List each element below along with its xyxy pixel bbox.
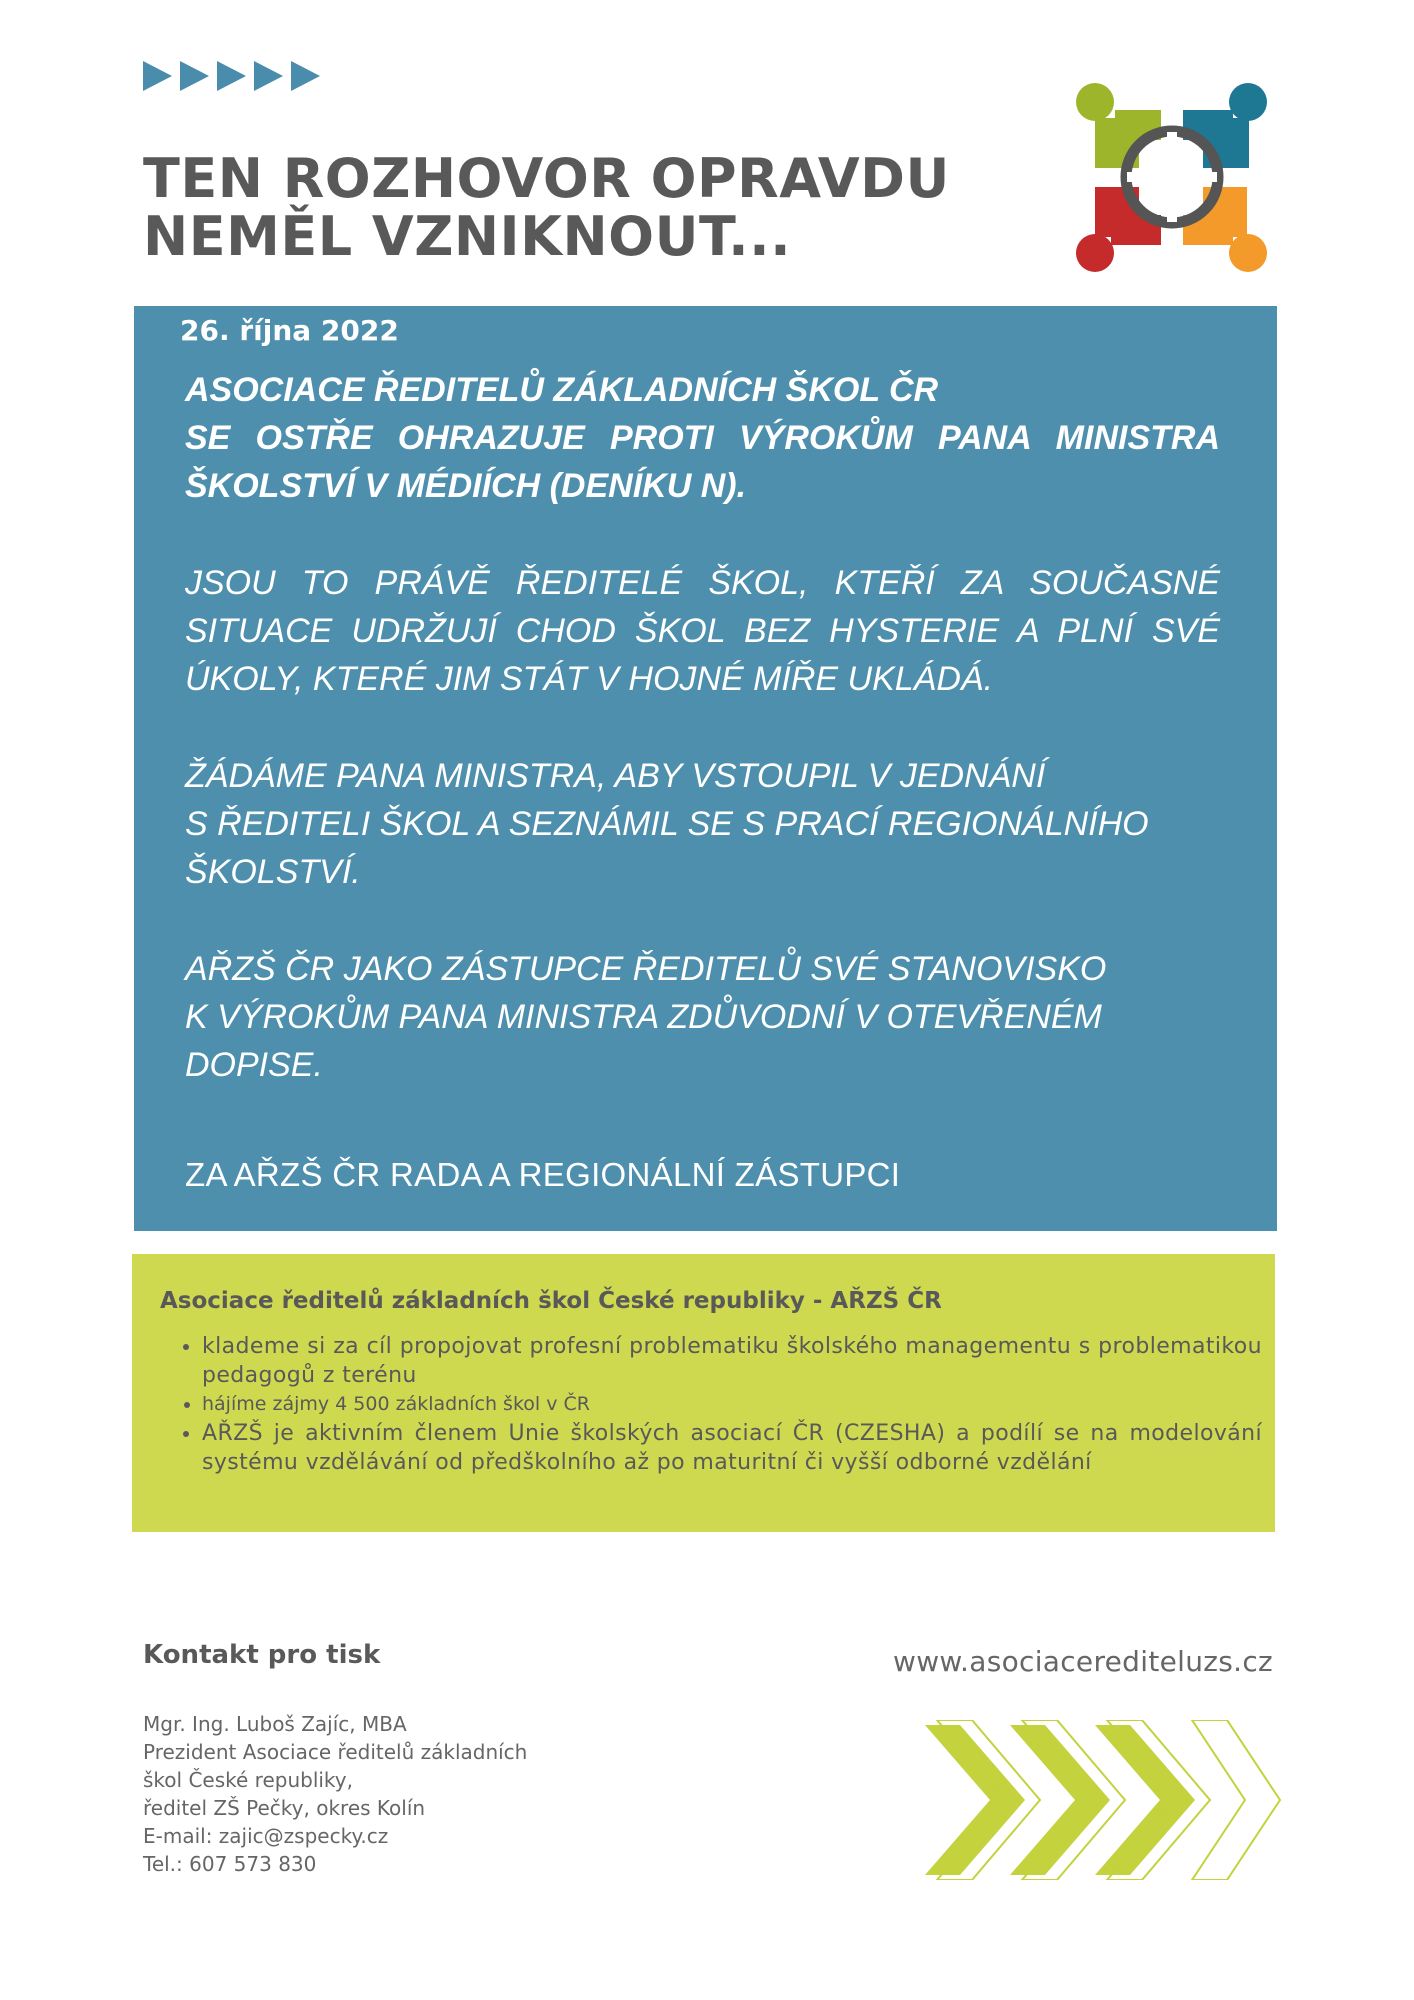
statement-paragraph-3: [185, 752, 1220, 896]
statement-lead: [185, 366, 1220, 510]
contact-line: škol České republiky,: [143, 1768, 353, 1792]
headline-line-2: NEMĚL VZNIKNOUT...: [143, 205, 792, 268]
statement-lead-line-2: SE OSTŘE OHRAZUJE PROTI VÝROKŮM PANA MINISTRA ŠKOLSTVÍ V MÉDIÍCH (DENÍKU N).: [185, 419, 1220, 505]
about-list-item: • AŘZŠ je aktivním členem Unie školských asociací ČR (CZESHA) a podílí se na modelování systému vzdělávání od předškolního až po maturitní či vyšší odborné vzdělání: [202, 1419, 1262, 1477]
association-logo-icon: [1075, 80, 1270, 275]
chevron-arrows-icon: [925, 1720, 1285, 1880]
statement-panel: [134, 306, 1277, 1231]
contact-details: [143, 1710, 527, 1878]
contact-email: E-mail: zajic@zspecky.cz: [143, 1824, 389, 1848]
about-title: Asociace ředitelů základních škol České republiky - AŘZŠ ČR: [160, 1288, 942, 1314]
contact-line: ředitel ZŠ Pečky, okres Kolín: [143, 1796, 426, 1820]
statement-paragraph-4-line-1: AŘZŠ ČR JAKO ZÁSTUPCE ŘEDITELŮ SVÉ STANOVISKO: [185, 950, 1107, 988]
about-list-item: • klademe si za cíl propojovat profesní problematiku školského managementu s problematikou pedagogů z terénu: [202, 1332, 1262, 1390]
about-list-item: • hájíme zájmy 4 500 základních škol v ČR: [202, 1390, 1262, 1419]
statement-text: [185, 366, 1220, 1138]
statement-paragraph-3-line-2: S ŘEDITELI ŠKOL A SEZNÁMIL SE S PRACÍ REGIONÁLNÍHO ŠKOLSTVÍ.: [185, 805, 1149, 891]
contact-phone: Tel.: 607 573 830: [143, 1852, 317, 1876]
play-arrows-icon: [143, 60, 323, 92]
statement-signature: ZA AŘZŠ ČR RADA A REGIONÁLNÍ ZÁSTUPCI: [185, 1156, 901, 1193]
page-title: [143, 147, 950, 268]
about-panel: [132, 1254, 1275, 1532]
statement-paragraph-2: JSOU TO PRÁVĚ ŘEDITELÉ ŠKOL, KTEŘÍ ZA SOUČASNÉ SITUACE UDRŽUJÍ CHOD ŠKOL BEZ HYSTERIE A PLNÍ SVÉ ÚKOLY, KTERÉ JIM STÁT V HOJNÉ MÍŘE UKLÁDÁ.: [185, 564, 1220, 698]
contact-title: Kontakt pro tisk: [143, 1640, 381, 1670]
statement-paragraph-3-line-1: ŽÁDÁME PANA MINISTRA, ABY VSTOUPIL V JEDNÁNÍ: [185, 757, 1046, 795]
headline-line-1: TEN ROZHOVOR OPRAVDU: [143, 147, 950, 210]
statement-date: 26. října 2022: [180, 314, 399, 347]
website-link[interactable]: www.asociacerediteluzs.cz: [893, 1645, 1274, 1678]
statement-paragraph-4: [185, 945, 1220, 1089]
about-list: [172, 1332, 1262, 1477]
contact-line: Prezident Asociace ředitelů základních: [143, 1740, 528, 1764]
contact-line: Mgr. Ing. Luboš Zajíc, MBA: [143, 1712, 407, 1736]
statement-lead-line-1: ASOCIACE ŘEDITELŮ ZÁKLADNÍCH ŠKOL ČR: [185, 371, 939, 409]
statement-paragraph-4-line-2: K VÝROKŮM PANA MINISTRA ZDŮVODNÍ V OTEVŘENÉM DOPISE.: [185, 998, 1102, 1084]
